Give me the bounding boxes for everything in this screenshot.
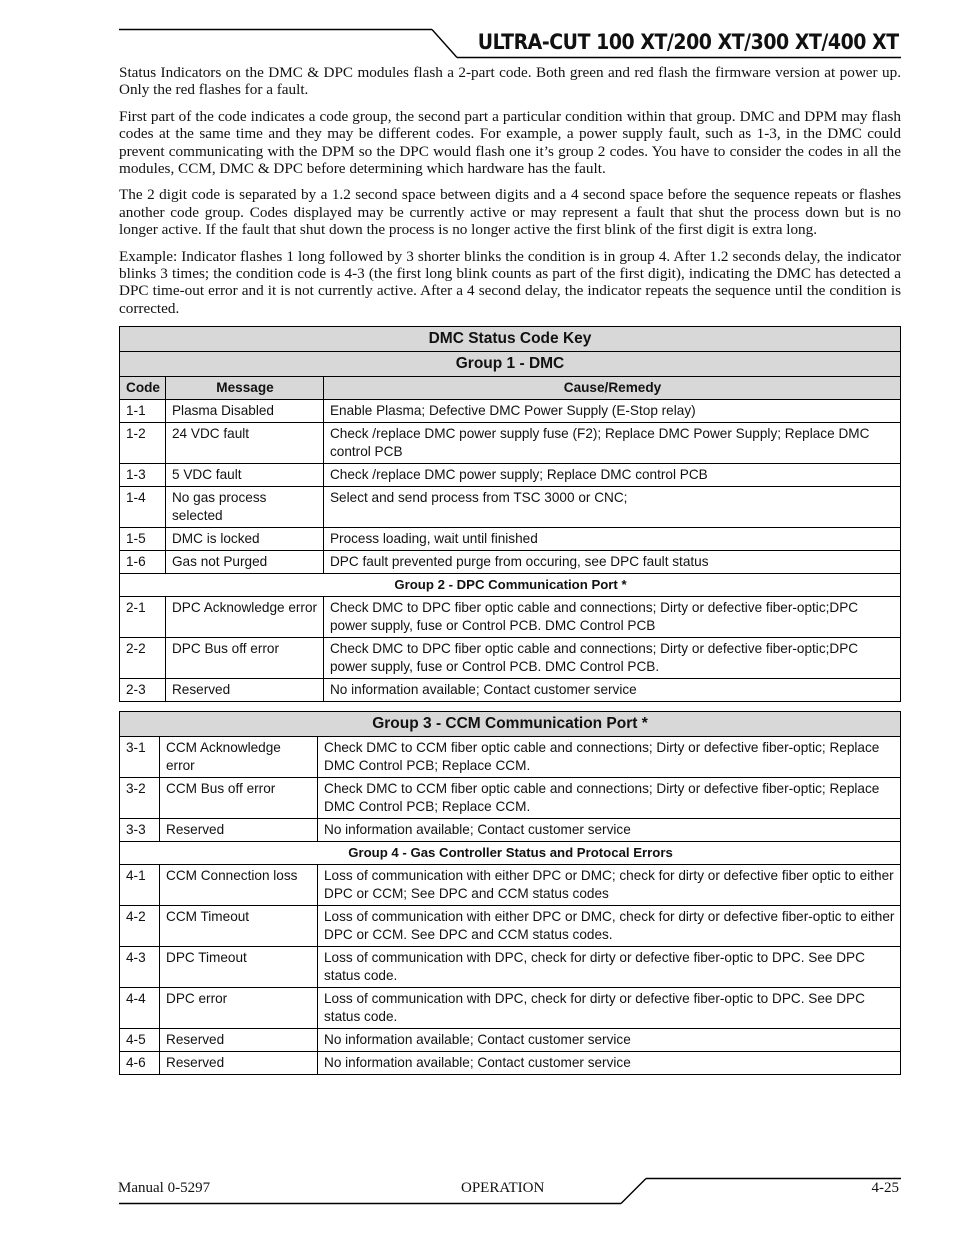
table-title: DMC Status Code Key (120, 327, 901, 352)
code-cell: 3-3 (120, 819, 160, 842)
message-cell: No gas process selected (165, 487, 323, 528)
message-cell: Gas not Purged (165, 551, 323, 574)
table-row (120, 1029, 901, 1052)
table-row (120, 906, 901, 947)
code-cell: 4-4 (120, 988, 160, 1029)
table-row (120, 464, 901, 487)
code-cell: 1-1 (120, 400, 166, 423)
message-cell: DPC Acknowledge error (165, 597, 323, 638)
table-row (120, 423, 901, 464)
table-row (120, 947, 901, 988)
message-cell: 5 VDC fault (165, 464, 323, 487)
message-cell: 24 VDC fault (165, 423, 323, 464)
cause-cell: No information available; Contact customer service (318, 1052, 901, 1075)
cause-cell: Select and send process from TSC 3000 or CNC; (323, 487, 900, 528)
table-row (120, 819, 901, 842)
table-row (120, 988, 901, 1029)
cause-cell: Loss of communication with either DPC or DMC, check for dirty or defective fiber-optic to either DPC or CCM. See DPC and CCM status codes. (318, 906, 901, 947)
cause-cell: No information available; Contact customer service (323, 679, 900, 702)
message-cell: Reserved (160, 819, 318, 842)
table-row (120, 679, 901, 702)
code-column-header: Code (120, 377, 166, 400)
message-cell: Plasma Disabled (165, 400, 323, 423)
cause-cell: Check /replace DMC power supply; Replace DMC control PCB (323, 464, 900, 487)
code-cell: 4-5 (120, 1029, 160, 1052)
cause-cell: Check DMC to CCM fiber optic cable and connections; Dirty or defective fiber-optic; Replace DMC Control PCB; Replace CCM. (318, 737, 901, 778)
code-cell: 3-1 (120, 737, 160, 778)
group-3-heading: Group 3 - CCM Communication Port * (120, 712, 901, 737)
group-4-heading-row (120, 842, 901, 865)
page-number: 4-25 (871, 1180, 899, 1196)
table-row (120, 1052, 901, 1075)
cause-cell: DPC fault prevented purge from occuring, see DPC fault status (323, 551, 900, 574)
cause-column-header: Cause/Remedy (323, 377, 900, 400)
document-title: ULTRA-CUT 100 XT/200 XT/300 XT/400 XT (478, 30, 899, 54)
message-cell: DPC error (160, 988, 318, 1029)
table-row (120, 737, 901, 778)
cause-cell: Check DMC to DPC fiber optic cable and connections; Dirty or defective fiber-optic;DPC power supply, fuse or Control PCB. DMC Control PCB. (323, 638, 900, 679)
page-content (119, 64, 901, 1075)
cause-cell: Loss of communication with either DPC or DMC; check for dirty or defective fiber optic to either DPC or CCM; See DPC and CCM status codes (318, 865, 901, 906)
message-cell: CCM Timeout (160, 906, 318, 947)
code-cell: 2-1 (120, 597, 166, 638)
message-cell: CCM Bus off error (160, 778, 318, 819)
code-cell: 3-2 (120, 778, 160, 819)
intro-paragraph: Status Indicators on the DMC & DPC modules flash a 2-part code. Both green and red flash the firmware version at power up. Only the red flashes for a fault. (119, 64, 901, 99)
message-column-header: Message (165, 377, 323, 400)
code-cell: 2-3 (120, 679, 166, 702)
message-cell: Reserved (160, 1029, 318, 1052)
cause-cell: Loss of communication with DPC, check for dirty or defective fiber-optic to DPC. See DPC status code. (318, 947, 901, 988)
code-cell: 1-3 (120, 464, 166, 487)
group-2-heading-row (120, 574, 901, 597)
table-row (120, 865, 901, 906)
table-row (120, 778, 901, 819)
message-cell: DPC Bus off error (165, 638, 323, 679)
table-row (120, 487, 901, 528)
cause-cell: Enable Plasma; Defective DMC Power Supply (E-Stop relay) (323, 400, 900, 423)
code-cell: 4-1 (120, 865, 160, 906)
cause-cell: Check /replace DMC power supply fuse (F2); Replace DMC Power Supply; Replace DMC control PCB (323, 423, 900, 464)
table-row (120, 638, 901, 679)
example-paragraph: Example: Indicator flashes 1 long followed by 3 shorter blinks the condition is in group 4. After 1.2 seconds delay, the indicator blinks 3 times; the condition code is 4-3 (the first long blink counts as part of the first digit), indicating the DMC has detected a DPC time-out error and it is not currently active. After a 4 second delay, the indicator repeats the sequence until the condition is corrected. (119, 247, 901, 317)
code-cell: 4-6 (120, 1052, 160, 1075)
code-cell: 1-4 (120, 487, 166, 528)
code-cell: 4-3 (120, 947, 160, 988)
table-row (120, 551, 901, 574)
cause-cell: Loss of communication with DPC, check for dirty or defective fiber-optic to DPC. See DPC status code. (318, 988, 901, 1029)
group-4-heading: Group 4 - Gas Controller Status and Protocal Errors (120, 842, 901, 865)
code-cell: 1-6 (120, 551, 166, 574)
timing-paragraph: The 2 digit code is separated by a 1.2 second space between digits and a 4 second space before the sequence repeats or flashes another code group. Codes displayed may be currently active or may represent a fault that shut the process down but is no longer active. If the fault that shut down the process is no longer active the first blink of the first digit is extra long. (119, 186, 901, 239)
message-cell: CCM Connection loss (160, 865, 318, 906)
table-spacer (119, 702, 901, 711)
message-cell: CCM Acknowledge error (160, 737, 318, 778)
table-row (120, 597, 901, 638)
code-cell: 1-5 (120, 528, 166, 551)
table-row (120, 528, 901, 551)
code-cell: 2-2 (120, 638, 166, 679)
group-2-heading: Group 2 - DPC Communication Port * (120, 574, 901, 597)
dmc-status-code-table (119, 326, 901, 702)
cause-cell: Check DMC to CCM fiber optic cable and connections; Dirty or defective fiber-optic; Replace DMC Control PCB; Replace CCM. (318, 778, 901, 819)
column-header-row (120, 377, 901, 400)
message-cell: Reserved (160, 1052, 318, 1075)
code-cell: 4-2 (120, 906, 160, 947)
message-cell: Reserved (165, 679, 323, 702)
cause-cell: Process loading, wait until finished (323, 528, 900, 551)
message-cell: DPC Timeout (160, 947, 318, 988)
cause-cell: No information available; Contact customer service (318, 819, 901, 842)
cause-cell: Check DMC to DPC fiber optic cable and connections; Dirty or defective fiber-optic;DPC power supply, fuse or Control PCB. DMC Control PCB (323, 597, 900, 638)
message-cell: DMC is locked (165, 528, 323, 551)
code-cell: 1-2 (120, 423, 166, 464)
group-1-heading: Group 1 - DMC (120, 352, 901, 377)
ccm-status-code-table (119, 711, 901, 1075)
section-name: OPERATION (461, 1180, 545, 1196)
manual-number: Manual 0-5297 (118, 1180, 211, 1196)
code-group-paragraph: First part of the code indicates a code group, the second part a particular condition within that group. DMC and DPM may flash codes at the same time and they may be different codes. For example, a power supply fault, such as 1-3, in the DMC could prevent communicating with the DPM so the DPC would flash one it’s group 2 codes. You have to consider the codes in all the modules, CCM, DMC & DPC before determining which hardware has the fault. (119, 107, 901, 178)
table-row (120, 400, 901, 423)
cause-cell: No information available; Contact customer service (318, 1029, 901, 1052)
